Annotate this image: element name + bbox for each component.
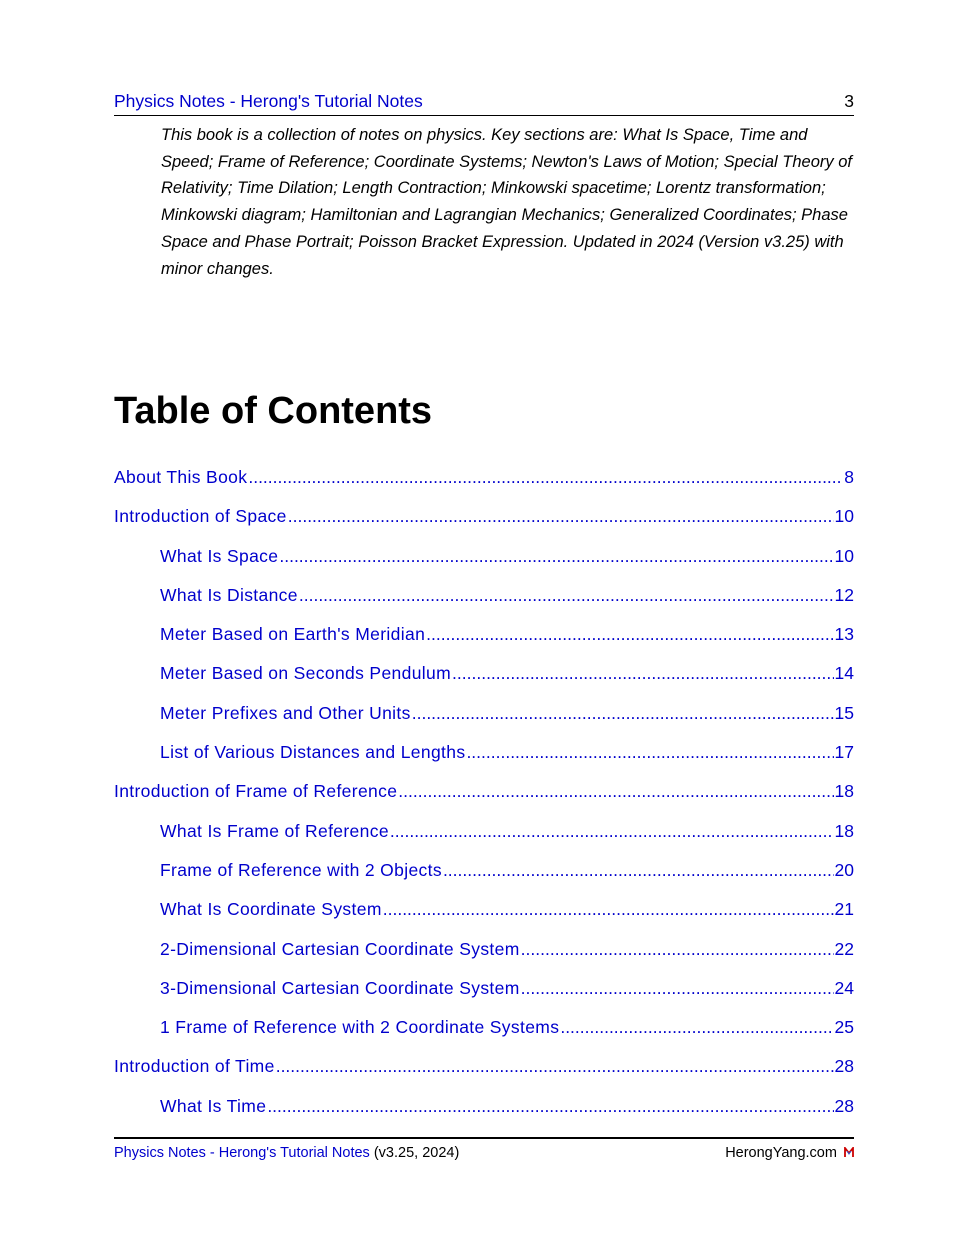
book-abstract: This book is a collection of notes on physics. Key sections are: What Is Space, Time and Speed; Frame of Reference; Coordinate Systems; Newton's Laws of Motion; Special Theory of Relativity; Time Dilation; Length Contraction; Minkowski spacetime; Lorentz transformation; Minkowski diagram; Hamiltonian and Lagrangian Mechanics; Generalized Coordinates; Phase Space and Phase Portrait; Poisson Bracket Expression. Updated in 2024 (Version v3.25) with minor changes. <box>161 126 852 278</box>
toc-leader-dots <box>452 660 834 686</box>
toc-leader-dots <box>426 621 833 647</box>
toc-entry[interactable] <box>114 936 854 975</box>
toc-entry[interactable] <box>114 975 854 1014</box>
toc-entry-label[interactable]: 1 Frame of Reference with 2 Coordinate Systems <box>160 1017 560 1038</box>
toc-entry-label[interactable]: Introduction of Frame of Reference <box>114 781 398 802</box>
toc-entry-label[interactable]: Meter Based on Earth's Meridian <box>160 624 426 645</box>
toc-entry[interactable] <box>114 818 854 857</box>
toc-entry[interactable] <box>114 543 854 582</box>
toc-entry-label[interactable]: What Is Coordinate System <box>160 899 382 920</box>
toc-entry-page[interactable]: 18 <box>834 820 854 841</box>
toc-entry-label[interactable]: What Is Distance <box>160 584 298 605</box>
page-footer <box>114 1137 854 1165</box>
toc-heading: Table of Contents <box>114 390 433 432</box>
toc-entry[interactable] <box>114 857 854 896</box>
toc-leader-dots <box>443 857 834 883</box>
toc-leader-dots <box>383 896 834 922</box>
toc-leader-dots <box>267 1093 833 1119</box>
toc-entry-page[interactable]: 15 <box>834 702 854 723</box>
toc-leader-dots <box>276 1053 834 1079</box>
toc-entry-label[interactable]: List of Various Distances and Lengths <box>160 742 466 763</box>
toc-entry-page[interactable]: 14 <box>834 663 854 684</box>
toc-entry-label[interactable]: About This Book <box>114 467 248 487</box>
footer-site[interactable]: HerongYang.com <box>725 1145 837 1161</box>
toc-entry-page[interactable]: 8 <box>844 467 854 487</box>
table-of-contents <box>114 464 854 1132</box>
toc-entry-page[interactable]: 28 <box>834 1095 854 1116</box>
toc-entry[interactable] <box>114 582 854 621</box>
toc-entry-label[interactable]: Meter Prefixes and Other Units <box>160 702 411 723</box>
toc-leader-dots <box>390 818 834 844</box>
toc-entry-page[interactable]: 18 <box>834 781 854 802</box>
toc-entry-label[interactable]: What Is Space <box>160 545 279 566</box>
toc-entry[interactable] <box>114 778 854 817</box>
toc-entry-page[interactable]: 22 <box>834 938 854 959</box>
toc-leader-dots <box>288 503 834 529</box>
toc-leader-dots <box>279 543 833 569</box>
toc-leader-dots <box>248 464 843 490</box>
toc-entry[interactable] <box>114 1053 854 1092</box>
toc-entry-label[interactable]: Meter Based on Seconds Pendulum <box>160 663 452 684</box>
toc-entry-label[interactable]: Frame of Reference with 2 Objects <box>160 859 442 880</box>
toc-leader-dots <box>560 1014 833 1040</box>
toc-leader-dots <box>412 700 834 726</box>
toc-leader-dots <box>466 739 833 765</box>
toc-entry[interactable] <box>114 660 854 699</box>
toc-entry-page[interactable]: 17 <box>834 742 854 763</box>
toc-entry[interactable] <box>114 464 854 503</box>
footer-version: (v3.25, 2024) <box>373 1145 460 1161</box>
toc-entry-page[interactable]: 10 <box>834 545 854 566</box>
toc-entry[interactable] <box>114 739 854 778</box>
toc-entry[interactable] <box>114 503 854 542</box>
toc-entry[interactable] <box>114 1093 854 1132</box>
toc-leader-dots <box>299 582 834 608</box>
toc-leader-dots <box>521 975 834 1001</box>
toc-entry-page[interactable]: 24 <box>834 977 854 998</box>
toc-entry-page[interactable]: 13 <box>834 624 854 645</box>
toc-entry[interactable] <box>114 621 854 660</box>
toc-entry-page[interactable]: 10 <box>834 506 854 527</box>
toc-entry[interactable] <box>114 896 854 935</box>
header-page-number: 3 <box>844 91 854 111</box>
toc-entry-label[interactable]: Introduction of Time <box>114 1056 275 1077</box>
header-book-title[interactable]: Physics Notes - Herong's Tutorial Notes <box>114 91 423 111</box>
toc-entry-page[interactable]: 21 <box>834 899 854 920</box>
footer-book-title[interactable]: Physics Notes - Herong's Tutorial Notes <box>114 1145 370 1161</box>
toc-entry[interactable] <box>114 700 854 739</box>
toc-leader-dots <box>398 778 833 804</box>
toc-leader-dots <box>521 936 834 962</box>
toc-entry-label[interactable]: 3-Dimensional Cartesian Coordinate System <box>160 977 520 998</box>
toc-entry-label[interactable]: Introduction of Space <box>114 506 287 527</box>
toc-entry-label[interactable]: 2-Dimensional Cartesian Coordinate System <box>160 938 520 959</box>
toc-entry-page[interactable]: 12 <box>834 584 854 605</box>
footer-right <box>725 1141 854 1165</box>
herong-logo-icon <box>844 1147 854 1158</box>
toc-entry-label[interactable]: What Is Frame of Reference <box>160 820 389 841</box>
toc-entry-label[interactable]: What Is Time <box>160 1095 267 1116</box>
toc-entry-page[interactable]: 20 <box>834 859 854 880</box>
page-header <box>114 89 854 116</box>
toc-entry-page[interactable]: 25 <box>834 1017 854 1038</box>
footer-left <box>114 1141 459 1165</box>
toc-entry-page[interactable]: 28 <box>834 1056 854 1077</box>
toc-entry[interactable] <box>114 1014 854 1053</box>
